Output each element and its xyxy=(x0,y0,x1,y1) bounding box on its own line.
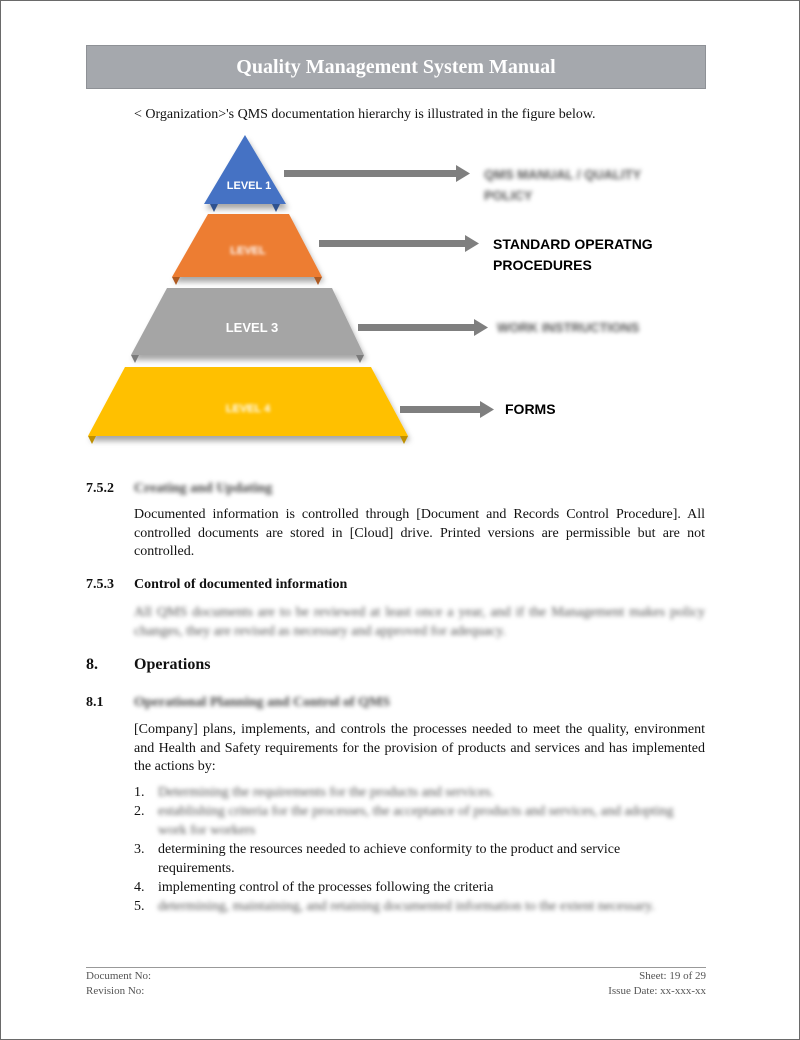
document-title-bar xyxy=(86,45,706,89)
document-title: Quality Management System Manual xyxy=(236,55,556,78)
section-title: Control of documented information xyxy=(134,577,348,592)
arrow-level-3 xyxy=(358,319,488,336)
list-item: 3. determining the resources needed to achieve conformity to the product and service requirements. xyxy=(134,842,621,876)
level-1-label: LEVEL 1 xyxy=(226,180,272,192)
list-item: 1. Determining the requirements for the products and services. xyxy=(134,785,494,800)
level-2-description: STANDARD OPERATNG PROCEDURES xyxy=(493,236,653,273)
level-1-description: QMS MANUAL / QUALITY POLICY xyxy=(484,167,642,203)
level-3-label: LEVEL 3 xyxy=(225,320,279,335)
level-4-left-foot xyxy=(88,436,96,444)
arrow-level-2 xyxy=(319,235,479,252)
level-3-right-foot xyxy=(356,355,364,363)
level-1-left-foot xyxy=(210,204,218,212)
level-3-description: WORK INSTRUCTIONS xyxy=(497,320,640,335)
level-1-right-foot xyxy=(272,204,280,212)
arrow-level-4 xyxy=(400,401,494,418)
footer-document-no: Document No: xyxy=(86,970,152,982)
footer-revision-no: Revision No: xyxy=(86,985,145,997)
level-4-shape xyxy=(88,367,408,436)
list-item: 2. establishing criteria for the processes, the acceptance of products and services, and adopting work for workers xyxy=(134,804,674,838)
level-4-label: LEVEL 4 xyxy=(225,403,271,415)
section-8-1-body: [Company] plans, implements, and controls the processes needed to meet the quality, environment and Health and Safety requirements for the provision of products and services and has implemented the actions by: xyxy=(134,722,705,774)
footer-sheet: Sheet: 19 of 29 xyxy=(639,970,706,982)
action-list xyxy=(134,783,694,916)
level-2-left-foot xyxy=(172,277,180,285)
intro-text: < Organization>'s QMS documentation hierarchy is illustrated in the figure below. xyxy=(134,107,596,122)
section-number: 7.5.2 xyxy=(86,481,114,496)
level-4-description: FORMS xyxy=(505,401,556,417)
section-number: 8. xyxy=(86,656,98,673)
section-7-5-2-body: Documented information is controlled through [Document and Records Control Procedure]. All controlled documents are stored in [Cloud] drive. Printed versions are permissible but are not controlled. xyxy=(134,507,705,559)
section-title: Creating and Updating xyxy=(134,481,273,496)
section-number: 8.1 xyxy=(86,695,104,710)
footer-divider xyxy=(86,967,706,968)
level-4-right-foot xyxy=(400,436,408,444)
section-title: Operations xyxy=(134,656,211,673)
section-7-5-3-body: All QMS documents are to be reviewed at least once a year, and if the Management makes policy changes, they are revised as necessary and approved for adequacy. xyxy=(134,605,705,639)
level-3-left-foot xyxy=(131,355,139,363)
level-2-label: LEVEL xyxy=(230,245,266,257)
arrow-level-1 xyxy=(284,165,470,182)
section-title: Operational Planning and Control of QMS xyxy=(134,695,391,710)
level-1-shape xyxy=(204,135,286,204)
section-number: 7.5.3 xyxy=(86,577,114,592)
footer-issue-date: Issue Date: xx-xxx-xx xyxy=(608,985,706,997)
list-item: 5. determining, maintaining, and retaining documented information to the extent necessary. xyxy=(134,899,655,914)
list-item: 4. implementing control of the processes following the criteria xyxy=(134,880,494,895)
level-2-right-foot xyxy=(314,277,322,285)
